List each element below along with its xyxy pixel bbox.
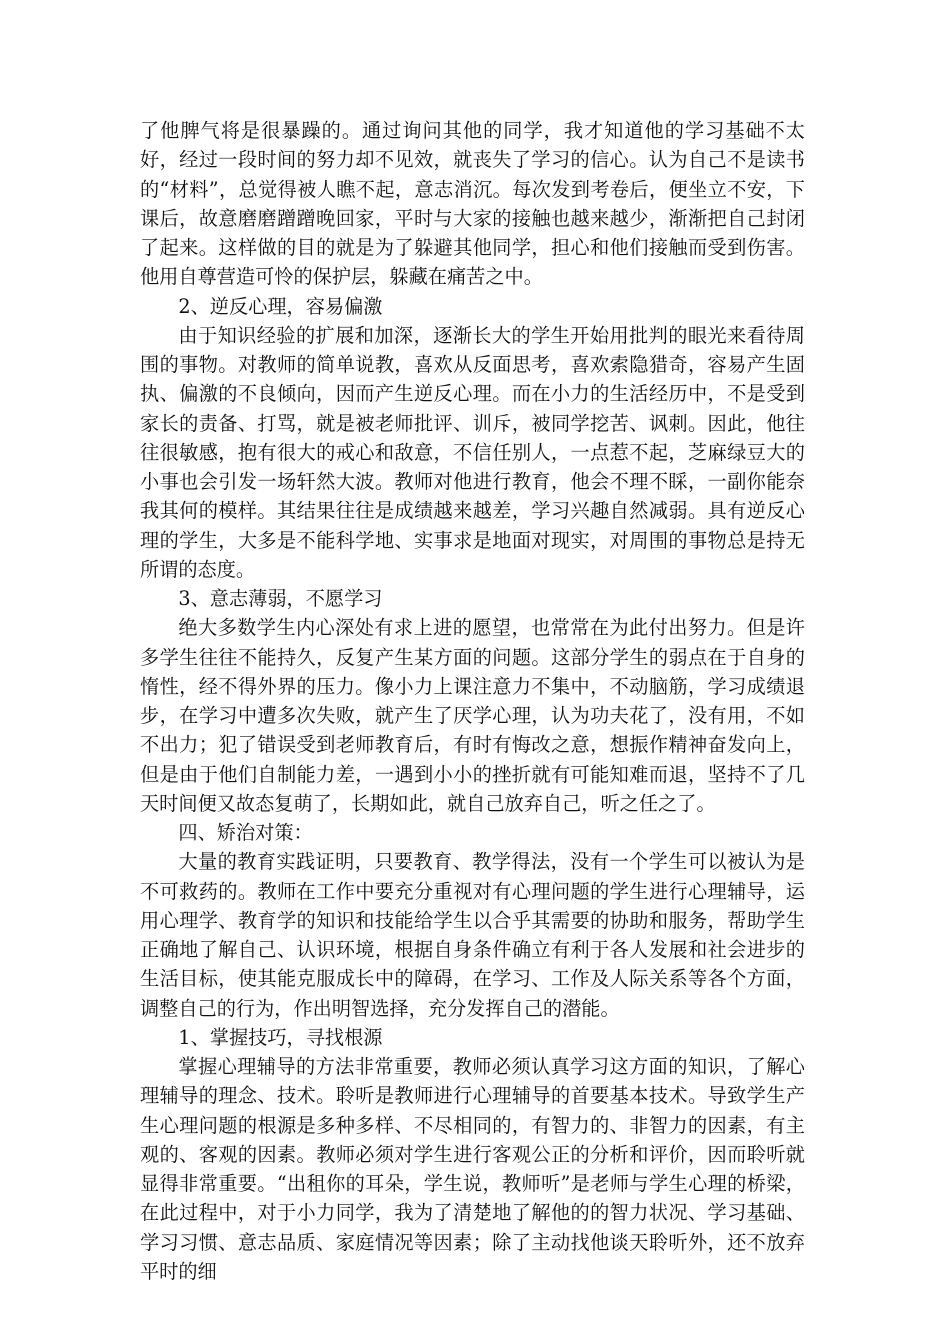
- paragraph-continued: 了他脾气将是很暴躁的。通过询问其他的同学，我才知道他的学习基础不太好，经过一段时间的努力却不见效，就丧失了学习的信心。认为自己不是读书的“材料”，总觉得被人瞧不起，意志消沉。每次发到考卷后，便坐立不安，下课后，故意磨磨蹭蹭晚回家，平时与大家的接触也越来越少，渐渐把自己封闭了起来。这样做的目的就是为了躲避其他同学，担心和他们接触而受到伤害。他用自尊营造可怜的保护层，躲藏在痛苦之中。: [140, 119, 805, 289]
- paragraph-countermeasures: 大量的教育实践证明，只要教育、教学得法，没有一个学生可以被认为是不可救药的。教师在工作中要充分重视对有心理问题的学生进行心理辅导，运用心理学、教育学的知识和技能给学生以合乎其需要的协助和服务，帮助学生正确地了解自己、认识环境，根据自身条件确立有利于各人发展和社会进步的生活目标，使其能克服成长中的障碍，在学习、工作及人际关系等各个方面，调整自己的行为，作出明智选择，充分发挥自己的潜能。: [140, 850, 805, 1020]
- document-body: [140, 116, 805, 1286]
- subheading-master-skills: 1、掌握技巧，寻找根源: [178, 1025, 383, 1049]
- subheading-rebellious-psychology: 2、逆反心理，容易偏激: [178, 294, 383, 318]
- paragraph-master-skills: 掌握心理辅导的方法非常重要，教师必须认真学习这方面的知识，了解心理辅导的理念、技术。聆听是教师进行心理辅导的首要基本技术。导致学生产生心理问题的根源是多种多样、不尽相同的，有智力的、非智力的因素，有主观的、客观的因素。教师必须对学生进行客观公正的分析和评价，因而聆听就显得非常重要。“出租你的耳朵，学生说，教师听”是老师与学生心理的桥梁，在此过程中，对于小力同学，我为了清楚地了解他的的智力状况、学习基础、学习习惯、意志品质、家庭情况等因素；除了主动找他谈天聆听外，还不放弃平时的细: [140, 1055, 805, 1283]
- section-heading-countermeasures: 四、矫治对策：: [178, 821, 313, 844]
- subheading-weak-will: 3、意志薄弱，不愿学习: [178, 587, 383, 610]
- paragraph-rebellious: 由于知识经验的扩展和加深，逐渐长大的学生开始用批判的眼光来看待周围的事物。对教师的简单说教，喜欢从反面思考，喜欢索隐猎奇，容易产生固执、偏激的不良倾向，因而产生逆反心理。而在小力的生活经历中，不是受到家长的责备、打骂，就是被老师批评、训斥，被同学挖苦、讽刺。因此，他往往很敏感，抱有很大的戒心和敌意，不信任别人，一点惹不起，芝麻绿豆大的小事也会引发一场轩然大波。教师对他进行教育，他会不理不睬，一副你能奈我其何的模样。其结果往往是成绩越来越差，学习兴趣自然减弱。具有逆反心理的学生，大多是不能科学地、实事求是地面对现实，对周围的事物总是持无所谓的态度。: [140, 323, 805, 581]
- paragraph-weak-will: 绝大多数学生内心深处有求上进的愿望，也常常在为此付出努力。但是许多学生往往不能持久，反复产生某方面的问题。这部分学生的弱点在于自身的惰性，经不得外界的压力。像小力上课注意力不集中，不动脑筋，学习成绩退步，在学习中遭多次失败，就产生了厌学心理，认为功夫花了，没有用，不如不出力；犯了错误受到老师教育后，有时有悔改之意，想振作精神奋发向上，但是由于他们自制能力差，一遇到小小的挫折就有可能知难而退，坚持不了几天时间便又故态复萌了，长期如此，就自己放弃自己，听之任之了。: [140, 616, 805, 815]
